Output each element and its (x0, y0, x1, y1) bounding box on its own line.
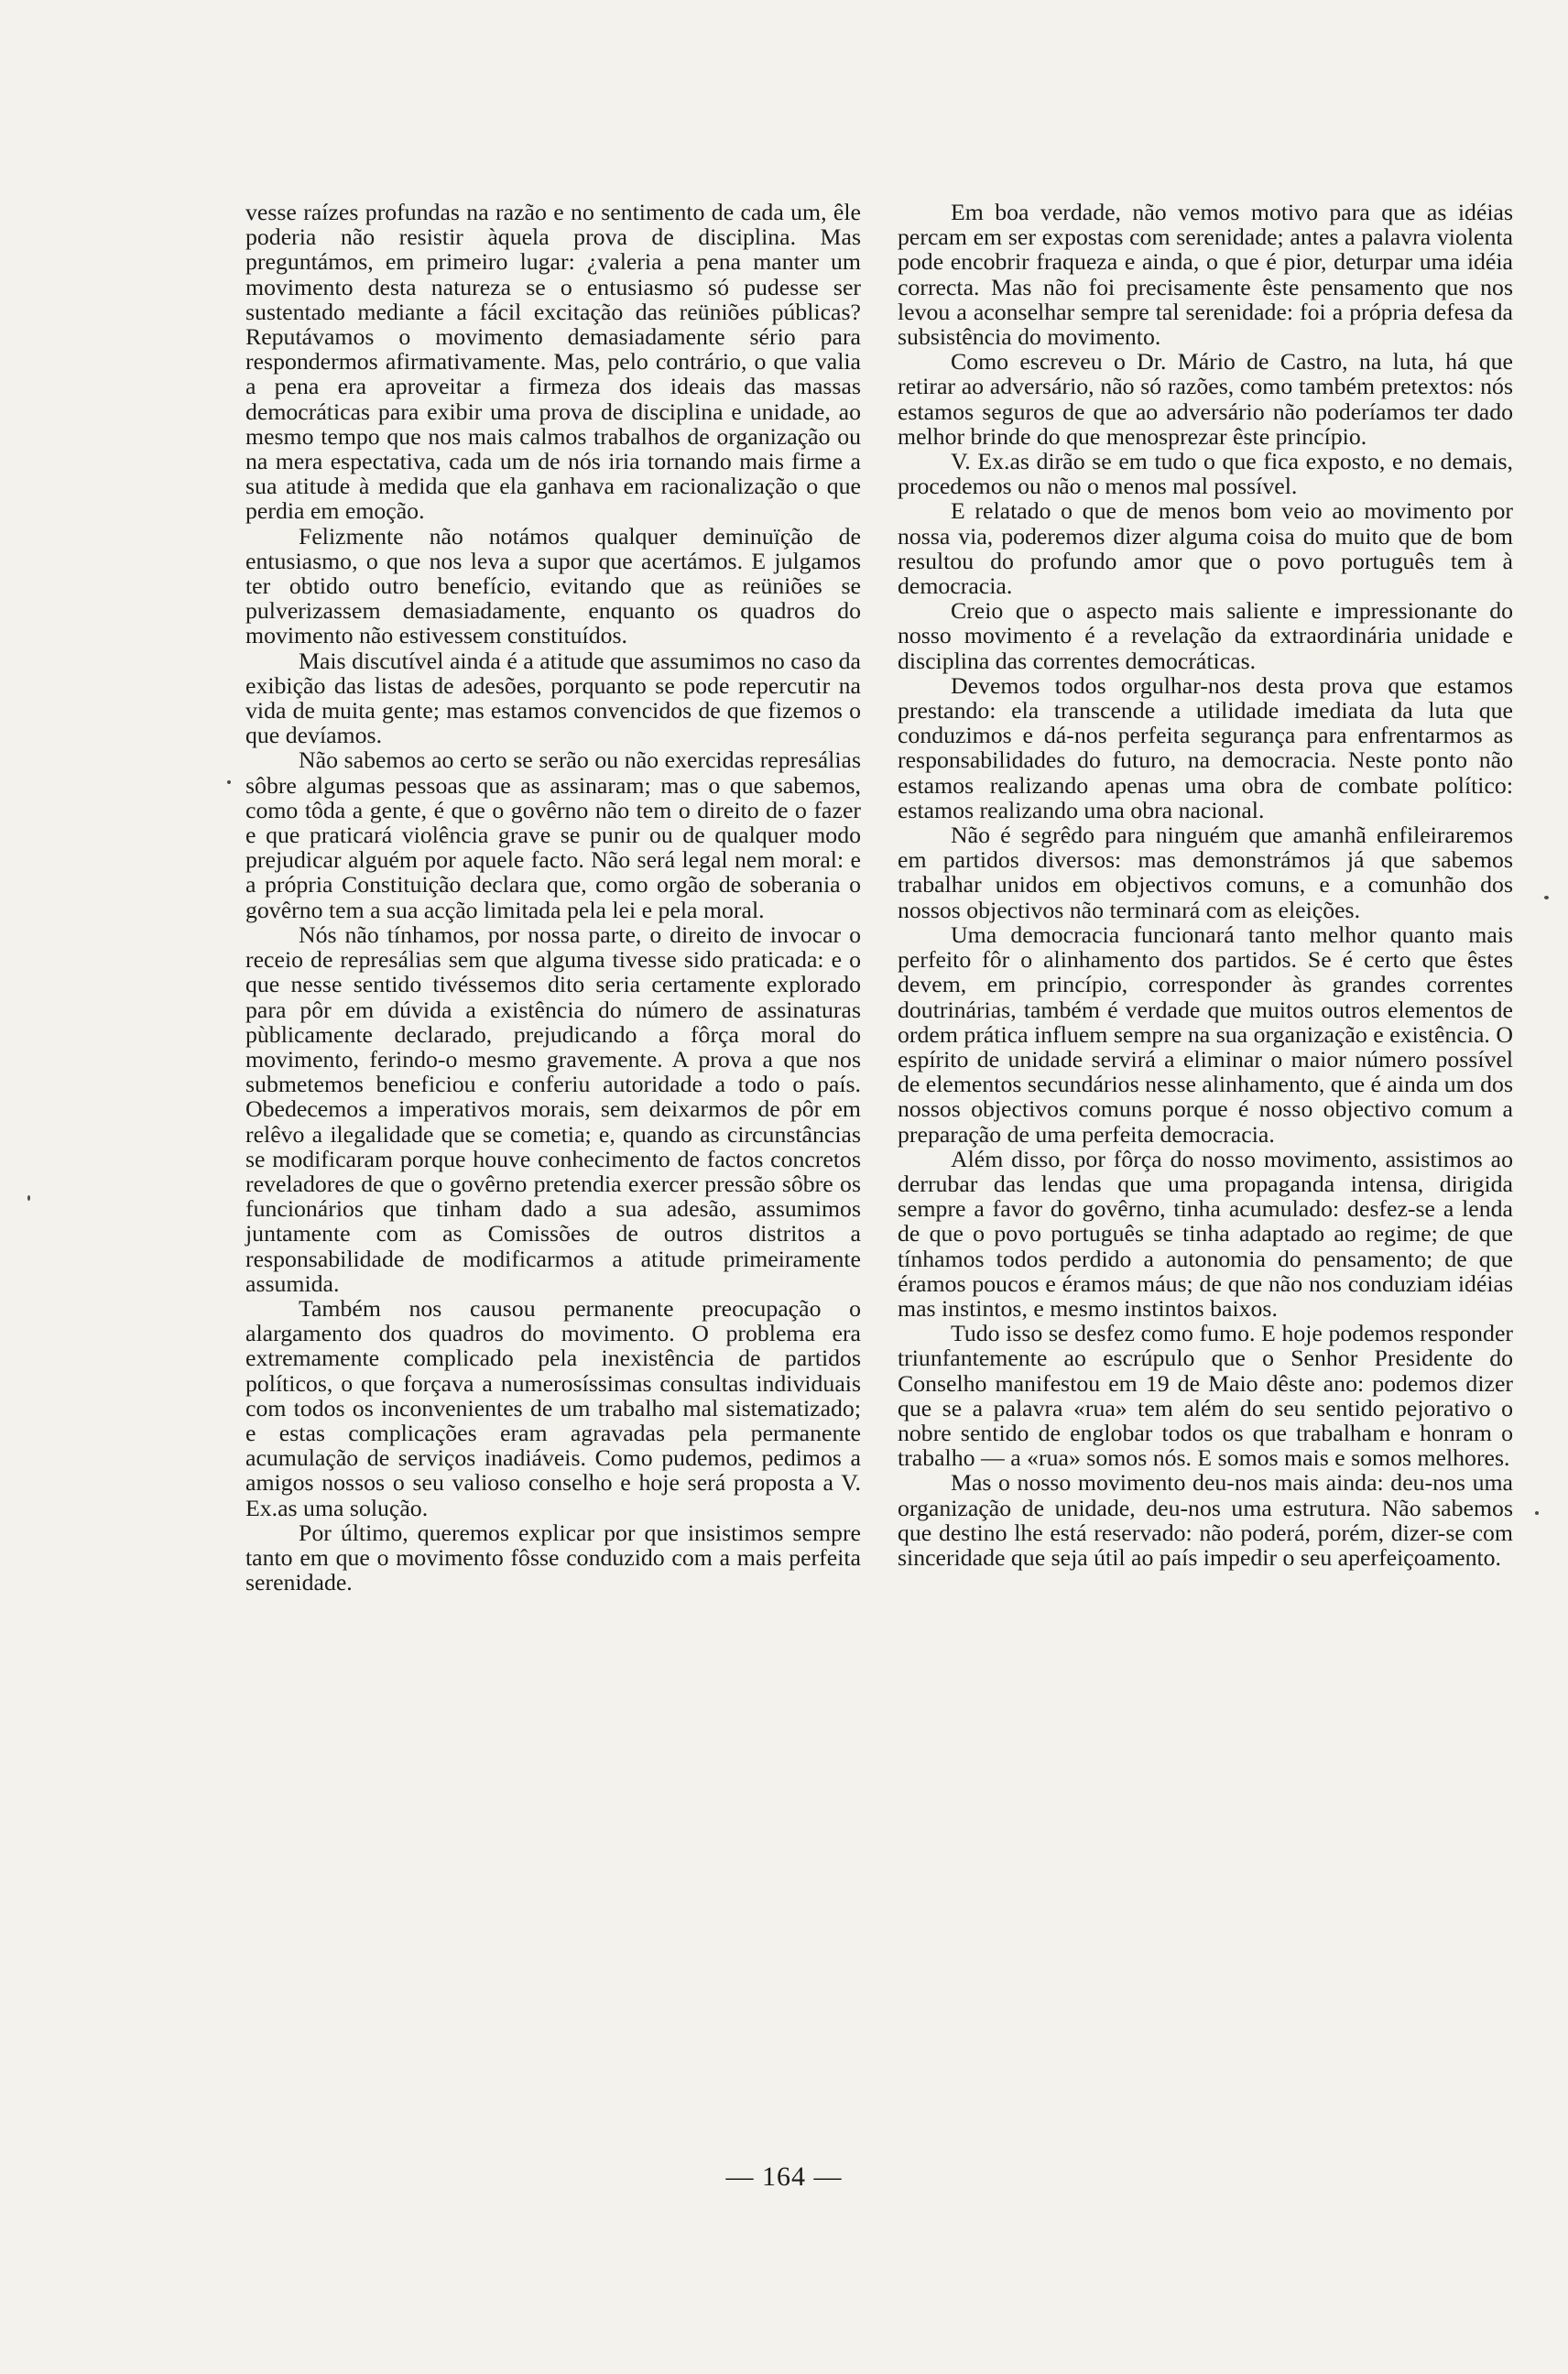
left-column (245, 200, 861, 1595)
page-number: — 164 — (725, 2162, 843, 2192)
scan-speck (1535, 1511, 1539, 1515)
paragraph: Não sabemos ao certo se serão ou não exercidas represálias sôbre algumas pessoas que as assinaram; mas o que sabemos, como tôda a gente, é que o govêrno não tem o direito de o fazer e que praticará violência grave se punir ou de qualquer modo prejudicar alguém por aquele facto. Não será legal nem moral: e a própria Constituição declara que, como orgão de soberania o govêrno tem a sua acção limitada pela lei e pela moral. (245, 746, 861, 923)
paragraph: Como escreveu o Dr. Mário de Castro, na luta, há que retirar ao adversário, não só razões, como também pretextos: nós estamos seguros de que ao adversário não poderíamos ter dado melhor brinde do que menosprezar êste princípio. (898, 348, 1513, 450)
paragraph: Mas o nosso movimento deu-nos mais ainda: deu-nos uma organização de unidade, deu-nos uma estrutura. Não sabemos que destino lhe está reservado: não poderá, porém, dizer-se com sinceridade que seja útil ao país impedir o seu aperfeiçoamento. (898, 1469, 1513, 1571)
paragraph: Além disso, por fôrça do nosso movimento, assistimos ao derrubar das lendas que uma propaganda intensa, dirigida sempre a favor do govêrno, tinha acumulado: desfez-se a lenda de que o povo português se tinha adaptado ao regime; de que tínhamos todos perdido a autonomia do pensamento; de que éramos poucos e éramos máus; de que não nos conduziam idéias mas instintos, e mesmo instintos baixos. (898, 1145, 1513, 1322)
paragraph: vesse raízes profundas na razão e no sentimento de cada um, êle poderia não resistir àquela prova de disciplina. Mas preguntámos, em primeiro lugar: ¿valeria a pena manter um movimento desta natureza se o entusiasmo só pudesse ser sustentado mediante a fácil excitação das reüniões públicas? Reputávamos o movimento demasiadamente sério para respondermos afirmativamente. Mas, pelo contrário, o que valia a pena era aproveitar a firmeza dos ideais das massas democráticas para exibir uma prova de disciplina e unidade, ao mesmo tempo que nos mais calmos trabalhos de organização ou na mera espectativa, cada um de nós iria tornando mais firme a sua atitude à medida que ela ganhava em racionalização o que perdia em emoção. (245, 199, 861, 525)
scan-speck (227, 780, 231, 784)
paragraph: Devemos todos orgulhar-nos desta prova que estamos prestando: ela transcende a utilidade imediata da luta que conduzimos e dá-nos perfeita segurança para enfrentarmos as responsabilidades do futuro, na democracia. Neste ponto não estamos realizando apenas uma obra de combate político: estamos realizando uma obra nacional. (898, 671, 1513, 823)
scan-speck (27, 1195, 30, 1201)
paragraph: Tudo isso se desfez como fumo. E hoje podemos responder triunfantemente ao escrúpulo que o Senhor Presidente do Conselho manifestou em 19 de Maio dêste ano: podemos dizer que se a palavra «rua» tem além do seu sentido pejorativo o nobre sentido de englobar todos os que trabalham e honram o trabalho — a «rua» somos nós. E somos mais e somos melhores. (898, 1320, 1513, 1472)
paragraph: Não é segrêdo para ninguém que amanhã enfileiraremos em partidos diversos: mas demonstrámos já que sabemos trabalhar unidos em objectivos comuns, e a comunhão dos nossos objectivos não terminará com as eleições. (898, 822, 1513, 923)
paragraph: Mais discutível ainda é a atitude que assumimos no caso da exibição das listas de adesões, porquanto se pode repercutir na vida de muita gente; mas estamos convencidos de que fizemos o que devíamos. (245, 647, 861, 749)
paragraph: Nós não tínhamos, por nossa parte, o direito de invocar o receio de represálias sem que alguma tivesse sido praticada: e o que nesse sentido tivéssemos dito seria certamente explorado para pôr em dúvida a existência do número de assinaturas pùblicamente declarado, prejudicando a fôrça moral do movimento, ferindo-o mesmo gravemente. A prova a que nos submetemos beneficiou e conferiu autoridade a todo o país. Obedecemos a imperativos morais, sem deixarmos de pôr em relêvo a ilegalidade que se cometia; e, quando as circunstâncias se modificaram porque houve conhecimento de factos concretos reveladores de que o govêrno pretendia exercer pressão sôbre os funcionários que tinham dado a sua adesão, assumimos juntamente com as Comissões de outros distritos a responsabilidade de modificarmos a atitude primeiramente assumida. (245, 920, 861, 1297)
paragraph: Por último, queremos explicar por que insistimos sempre tanto em que o movimento fôsse conduzido com a mais perfeita serenidade. (245, 1519, 861, 1596)
paragraph: V. Ex.as dirão se em tudo o que fica exposto, e no demais, procedemos ou não o menos mal possível. (898, 448, 1513, 500)
paragraph: Creio que o aspecto mais saliente e impressionante do nosso movimento é a revelação da extraordinária unidade e disciplina das correntes democráticas. (898, 597, 1513, 674)
paragraph: Em boa verdade, não vemos motivo para que as idéias percam em ser expostas com serenidade; antes a palavra violenta pode encobrir fraqueza e ainda, o que é pior, deturpar uma idéia correcta. Mas não foi precisamente êste pensamento que nos levou a aconselhar sempre tal serenidade: foi a própria defesa da subsistência do movimento. (898, 199, 1513, 351)
paragraph: Felizmente não notámos qualquer deminuïção de entusiasmo, o que nos leva a supor que acertámos. E julgamos ter obtido outro benefício, evitando que as reüniões se pulverizassem demasiadamente, enquanto os quadros do movimento não estivessem constituídos. (245, 522, 861, 649)
paragraph: E relatado o que de menos bom veio ao movimento por nossa via, poderemos dizer alguma coisa do muito que de bom resultou do profundo amor que o povo português tem à democracia. (898, 497, 1513, 600)
right-column (898, 200, 1513, 1570)
paragraph: Também nos causou permanente preocupação o alargamento dos quadros do movimento. O problema era extremamente complicado pela inexistência de partidos políticos, o que forçava a numerosíssimas consultas individuais com todos os inconvenientes de um trabalho mal sistematizado; e estas complicações eram agravadas pela permanente acumulação de serviços inadiáveis. Como pudemos, pedimos a amigos nossos o seu valioso conselho e hoje será proposta a V. Ex.as uma solução. (245, 1294, 861, 1521)
scan-speck (1544, 896, 1549, 899)
paragraph: Uma democracia funcionará tanto melhor quanto mais perfeito fôr o alinhamento dos partidos. Se é certo que êstes devem, em princípio, corresponder às grandes correntes doutrinárias, também é verdade que muitos outros elementos de ordem prática influem sempre na sua organização e existência. O espírito de unidade servirá a eliminar o maior número possível de elementos secundários nesse alinhamento, que é ainda um dos nossos objectivos comuns porque é nosso objectivo comum a preparação de uma perfeita democracia. (898, 920, 1513, 1148)
